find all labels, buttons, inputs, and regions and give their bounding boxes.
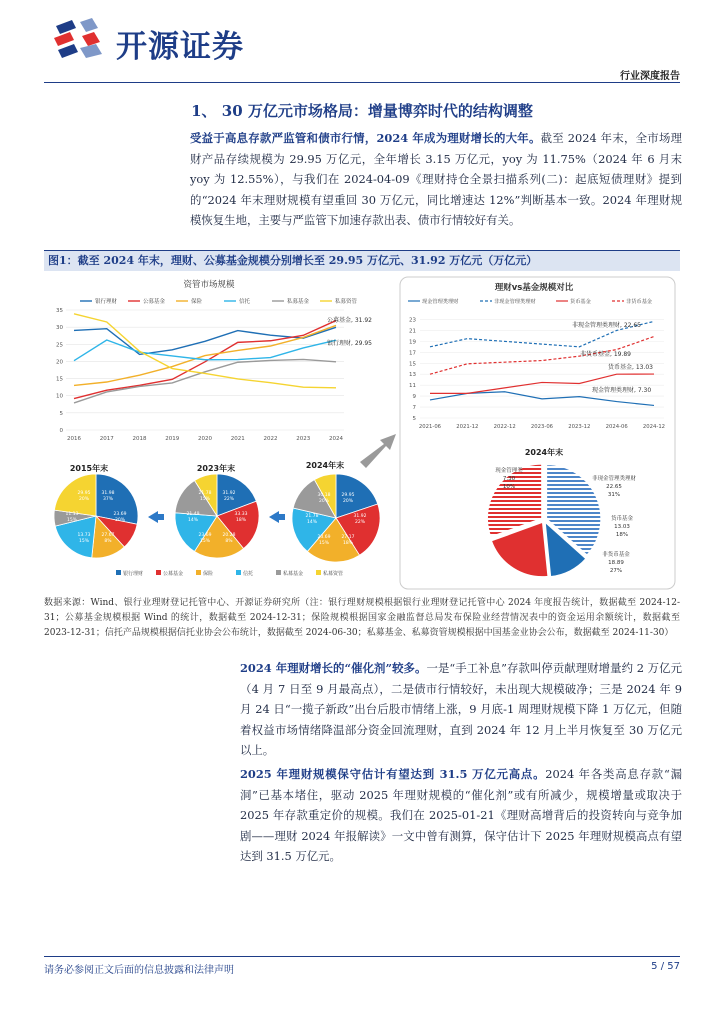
pie-pct-label: 22%: [223, 497, 235, 503]
left-y-tick: 5: [59, 410, 63, 417]
paragraph-3-body: 2024 年各类高息存款“漏洞”已基本堵住，驱动 2025 年理财规模的“催化剂”或有所减少，规模增量或取决于 2025 年存款重定价的规模。我们在 2025-01-21《理财高增背后的投资转向与竞争加剧——理财 2024 年报解读》一文中曾有测算，保守估计下 2025 年理财规模高点有望达到 31.5 万亿元。: [240, 767, 683, 863]
pie-value-label: 11.13: [65, 512, 79, 517]
pie-pct-label: 18%: [235, 518, 247, 523]
pie-main-label: 18%: [615, 532, 629, 538]
annot-fund-3192: 公募基金, 31.92: [327, 317, 372, 324]
pie-2024-title: 2024年末: [305, 461, 345, 470]
pie-pct-label: 20%: [318, 499, 330, 505]
left-legend-label: 私募资管: [335, 299, 358, 305]
pie-legend-swatch: [156, 570, 161, 575]
pie-value-label: 29.95: [341, 493, 355, 499]
figure-caption: 图1：截至 2024 年末，理财、公募基金规模分别增长至 29.95 万亿元、31.92 万亿元（万亿元）: [48, 254, 538, 267]
left-y-tick: 30: [56, 325, 63, 332]
left-x-tick: 2018: [132, 436, 147, 442]
pie-main-label: 货币基金: [610, 516, 634, 522]
pie-pct-label: 8%: [104, 538, 112, 544]
left-legend-label: 保险: [191, 299, 203, 305]
pie-pct-label: 20%: [78, 497, 90, 503]
pie-value-label: 27.17: [341, 534, 355, 540]
left-x-tick: 2016: [67, 436, 81, 442]
pie-value-label: 21.78: [305, 514, 319, 519]
pie-value-label: 31.92: [222, 491, 236, 497]
pie-legend-swatch: [196, 570, 201, 575]
section-title: 1、 30 万亿元市场格局：增量博弈时代的结构调整: [191, 102, 533, 120]
left-x-tick: 2023: [296, 436, 311, 442]
right-legend-label: 货币基金: [570, 299, 591, 305]
right-x-tick: 2021-06: [418, 424, 442, 430]
pie-main-label: 22.65: [606, 484, 622, 490]
pie-pct-label: 22%: [354, 520, 366, 525]
pie-value-label: 21.49: [186, 512, 200, 517]
right-chart-title: 理财vs基金规模对比: [494, 283, 574, 293]
annot-wm-2995: 银行理财, 29.95: [327, 340, 372, 347]
pie-value-label: 31.98: [101, 491, 115, 497]
pie-legend-label: 公募基金: [163, 571, 184, 577]
left-y-tick: 0: [59, 428, 63, 434]
pie-pct-label: 15%: [78, 538, 90, 544]
right-y-tick: 5: [412, 416, 416, 422]
pie-main-label: 27%: [609, 568, 623, 574]
pie-value-label: 29.95: [77, 491, 91, 497]
annot-money-fund: 货币基金, 13.03: [608, 364, 653, 371]
right-y-tick: 21: [409, 328, 416, 335]
pie-pct-label: 18%: [342, 540, 354, 546]
right-legend-label: 非现金管理类理财: [494, 299, 536, 305]
paragraph-2-body: 一是“手工补息”存款叫停贡献理财增量约 2 万亿元（4 月 7 日至 9 月最高点），二是债市行情较好，未出现大规模破净；三是 2024 年 9 月 24 日“一揽子新政”出台后股市情绪上涨，9 月底-1 周理财规模下降 1 万亿元，但随着权益市场情绪降温部分资金回流理财，直到 2024 年 12 月上半月恢复至 30 万亿元以上。: [240, 661, 682, 757]
footer-divider: [44, 956, 680, 957]
pie-main-label: 13.03: [614, 524, 630, 530]
right-y-tick: 19: [409, 339, 416, 346]
left-legend-label: 银行理财: [95, 299, 118, 305]
left-x-tick: 2019: [165, 436, 180, 442]
pie-value-label: 20.28: [222, 532, 236, 538]
pie-value-label: 30.18: [317, 493, 331, 499]
left-chart-title: 资管市场规模: [183, 280, 235, 290]
paragraph-1-lead: 受益于高息存款严监管和债市行情，2024 年成为理财增长的大年。: [190, 131, 541, 145]
paragraph-2-lead: 2024 年理财增长的“催化剂”较多。: [240, 661, 427, 675]
pie-pct-label: 20%: [342, 499, 354, 505]
right-x-tick: 2024-06: [605, 424, 628, 430]
left-x-tick: 2021: [230, 436, 245, 442]
annot-non-money-wm: 非现金管理类理财, 22.65: [572, 322, 641, 329]
right-x-tick: 2022-12: [493, 424, 516, 430]
annot-money-wm: 现金管理类理财, 7.30: [592, 387, 652, 394]
left-x-tick: 2024: [329, 436, 343, 442]
right-x-tick: 2024-12: [642, 424, 666, 430]
left-x-tick: 2017: [99, 436, 114, 442]
left-legend-label: 公募基金: [143, 299, 166, 305]
pie-value-label: 31.92: [353, 514, 367, 519]
right-y-tick: 7: [412, 405, 416, 412]
left-legend-label: 私募基金: [287, 299, 310, 305]
left-x-tick: 2020: [198, 436, 212, 442]
pie-pct-label: 8%: [225, 538, 233, 544]
left-y-tick: 25: [56, 342, 63, 349]
paragraph-2: [240, 658, 682, 761]
pie-pct-label: 14%: [187, 518, 199, 523]
pie-2015-title: 2015年末: [69, 464, 109, 473]
paragraph-3-lead: 2025 年理财规模保守估计有望达到 31.5 万亿元高点。: [240, 767, 546, 781]
right-legend-label: 非货币基金: [626, 299, 652, 305]
pie-pct-label: 14%: [306, 520, 318, 525]
right-x-tick: 2021-12: [456, 424, 479, 430]
paragraph-3: [240, 764, 682, 867]
pie-value-label: 33.33: [234, 512, 248, 517]
pie-value-label: 23.69: [113, 512, 127, 517]
pie-main-label: 7.30: [502, 476, 516, 482]
pie-legend-swatch: [236, 570, 241, 575]
left-y-tick: 20: [56, 359, 63, 366]
right-x-tick: 2023-12: [568, 424, 591, 430]
pie-pct-label: 15%: [199, 538, 211, 544]
figure-1: [44, 272, 680, 594]
brand-logo-icon: [52, 18, 110, 64]
left-legend-label: 信托: [239, 299, 251, 305]
right-y-tick: 17: [409, 350, 416, 357]
pie-value-label: 23.69: [317, 534, 331, 540]
pie-legend-label: 银行理财: [123, 571, 144, 577]
pie-pct-label: 37%: [102, 497, 114, 503]
left-y-tick: 10: [56, 393, 63, 400]
pie-main-label: 非货币基金: [602, 552, 630, 558]
pie-pct-label: 30%: [114, 518, 126, 523]
pie-value-label: 27.67: [101, 532, 115, 538]
pie-pct-label: 15%: [66, 518, 78, 523]
pie-value-label: 13.73: [77, 532, 91, 538]
pie-legend-label: 私募资管: [323, 571, 344, 577]
pie-legend-label: 私募基金: [283, 571, 304, 577]
report-type-label: 行业深度报告: [620, 71, 680, 82]
pie-value-label: 23.69: [198, 532, 212, 538]
right-y-tick: 9: [412, 394, 416, 401]
pie-2023-title: 2023年末: [196, 464, 236, 473]
right-y-tick: 23: [409, 317, 416, 324]
pie-legend-swatch: [116, 570, 121, 575]
pie-main-label: 非现金管理类理财: [591, 476, 637, 482]
paragraph-1-body: 截至 2024 年末，全市场理财产品存续规模为 29.95 万亿元，全年增长 3.15 万亿元，yoy 为 11.75%（2024 年 6 月末 yoy 为 12.55%），与我们在 2024-04-09《理财持仓全景扫描系列(二)：起底短债理财》提到的“2024 年末理财规模有望重回 30 万亿元，同比增速达 12%”判断基本一致。2024 年理财规模恢复生地，主要与严监管下加速存款出表、债市行情较好有关。: [190, 131, 682, 227]
pie-main-label: 现金管理类: [495, 468, 523, 474]
footer-disclaimer: 请务必参阅正文后面的信息披露和法律声明: [44, 965, 234, 976]
pie-pct-label: 15%: [318, 540, 330, 546]
header-divider: [44, 82, 680, 83]
left-y-tick: 15: [56, 376, 63, 383]
left-y-tick: 35: [56, 308, 63, 314]
data-source-note: 数据来源：Wind、银行业理财登记托管中心、开源证券研究所（注：银行理财规模根据银行业理财登记托管中心 2024 年度报告统计，数据截至 2024-12-31；公募基金规模根据 Wind 的统计，数据截至 2024-12-31；保险规模根据国家金融监督总局发布保险业经营情况表中的资金运用余额统计，数据截至 2023-12-31；信托产品规模根据信托业协会公布统计，数据截至 2024-06-30；私募基金、私募资管规模根据中国基金业协会公布，数据截至 2024-11-30）: [44, 598, 680, 638]
right-y-tick: 13: [409, 372, 416, 379]
right-legend-label: 现金管理类理财: [422, 299, 459, 305]
paragraph-1: [190, 128, 682, 231]
pie-legend-swatch: [316, 570, 321, 575]
pie-value-label: 21.78: [198, 491, 212, 497]
right-x-tick: 2023-06: [530, 424, 554, 430]
pie-main-label: 31%: [607, 492, 621, 498]
right-y-tick: 11: [409, 383, 416, 390]
annot-non-money-fund: 非货币基金, 19.89: [580, 351, 631, 358]
page-number: 5 / 57: [651, 961, 680, 972]
brand-name: 开源证券: [116, 29, 244, 65]
pie-main-title: 2024年末: [524, 448, 564, 457]
right-y-tick: 15: [409, 361, 416, 368]
pie-legend-swatch: [276, 570, 281, 575]
pie-legend-label: 信托: [243, 571, 254, 577]
pie-pct-label: 15%: [199, 497, 211, 503]
pie-main-label: 10%: [502, 484, 516, 490]
pie-legend-label: 保险: [203, 571, 214, 577]
pie-main-label: 18.89: [608, 560, 624, 566]
left-x-tick: 2022: [263, 436, 278, 442]
